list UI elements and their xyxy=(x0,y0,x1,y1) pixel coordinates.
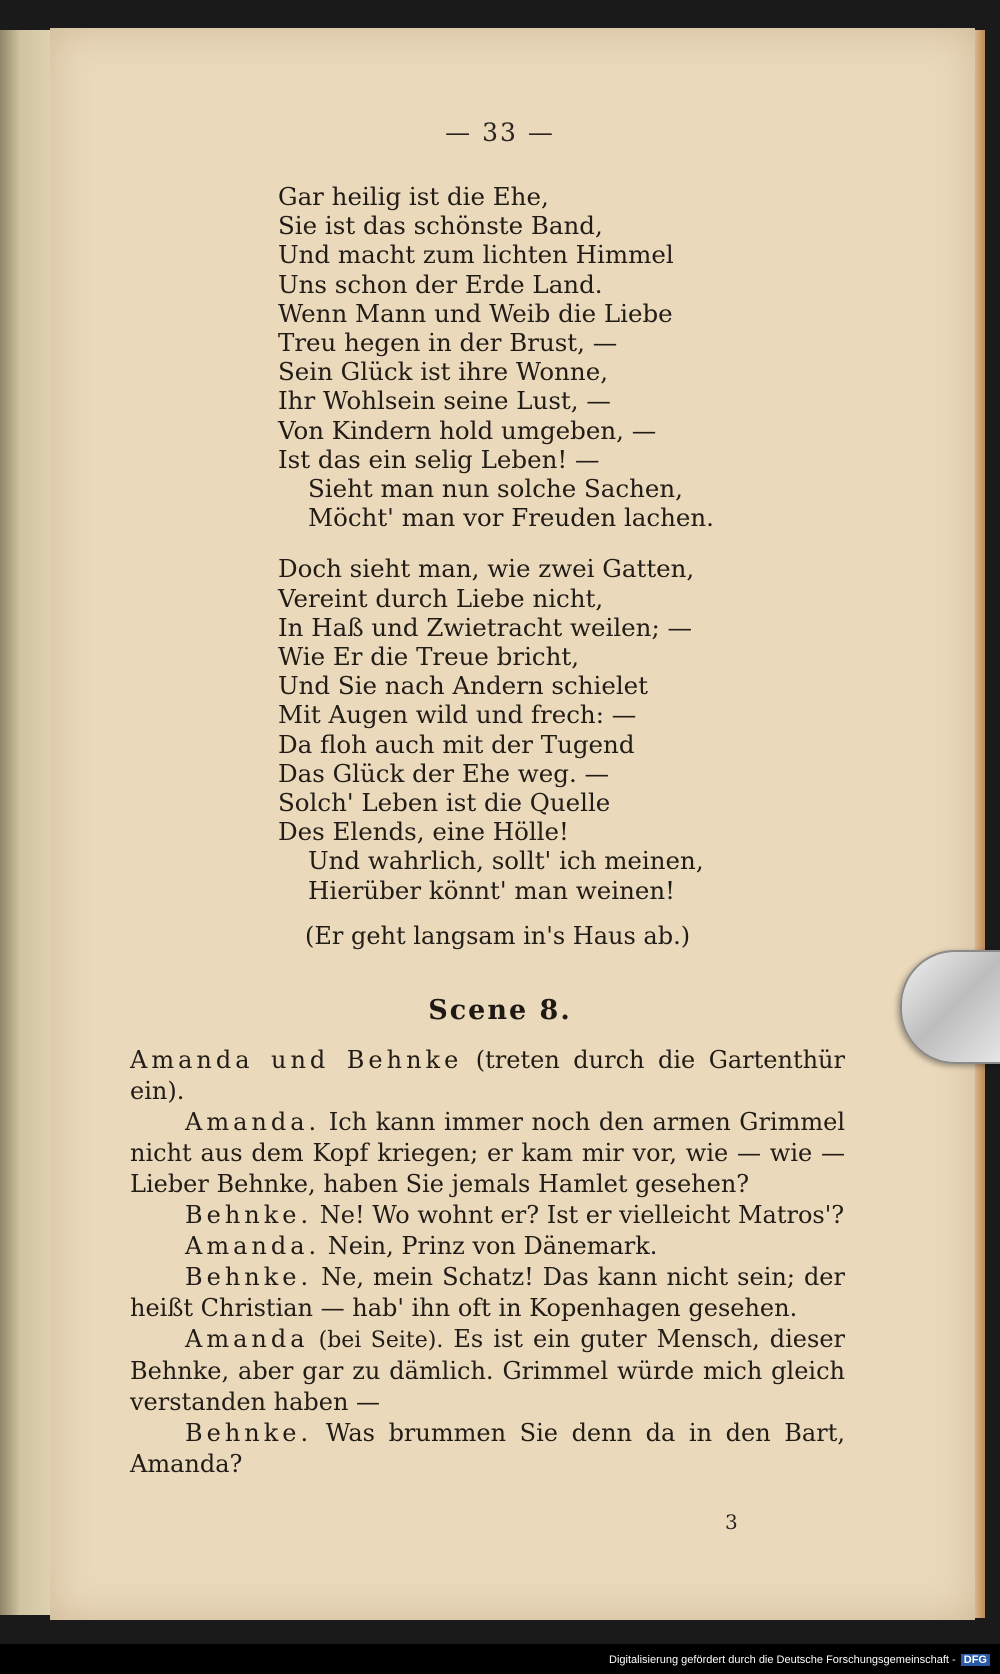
right-page-edge xyxy=(975,30,985,1618)
speech-text: Ne, mein Schatz! Das kann nicht sein; der heißt Christian — hab' ihn oft in Kopenhagen gesehen. xyxy=(130,1263,845,1322)
dialogue-block xyxy=(130,1045,845,1480)
footer-credit-text: Digitalisierung gefördert durch die Deutsche Forschungsgemeinschaft - xyxy=(609,1654,956,1666)
signature-mark: 3 xyxy=(725,1510,738,1534)
verse-line: Da floh auch mit der Tugend xyxy=(278,729,635,759)
verse-line: Wie Er die Treue bricht, xyxy=(278,642,580,672)
verse-line: Ist das ein selig Leben! — xyxy=(278,444,600,474)
verse-line: Wenn Mann und Weib die Liebe xyxy=(278,298,673,328)
verse-line: Sein Glück ist ihre Wonne, xyxy=(278,357,608,387)
dialogue-line xyxy=(130,1262,845,1324)
verse-line: Uns schon der Erde Land. xyxy=(278,269,603,299)
refrain-line: Und wahrlich, sollt' ich meinen, xyxy=(308,846,704,876)
dialogue-line xyxy=(130,1231,845,1262)
stanza-gap xyxy=(278,532,714,554)
speaker-name: Amanda. xyxy=(185,1232,321,1260)
speaker-name: Amanda xyxy=(185,1325,309,1353)
speaker-name: Behnke. xyxy=(185,1419,313,1447)
verse-line: Doch sieht man, wie zwei Gatten, xyxy=(278,554,695,584)
refrain-line: Möcht' man vor Freuden lachen. xyxy=(308,503,714,533)
speaker-name: Behnke. xyxy=(185,1201,313,1229)
verse-line: Das Glück der Ehe weg. — xyxy=(278,758,610,788)
verse-line: Solch' Leben ist die Quelle xyxy=(278,788,611,818)
verse-line: Und Sie nach Andern schielet xyxy=(278,671,649,701)
dfg-logo: DFG xyxy=(961,1654,990,1666)
speech-text: Ich kann immer noch den armen Grimmel nicht aus dem Kopf kriegen; er kam mir vor, wie — wie — Lieber Behnke, haben Sie jemals Hamlet gesehen? xyxy=(130,1108,845,1198)
left-page-edge xyxy=(0,30,52,1615)
page-number: — 33 — xyxy=(445,118,555,147)
dialogue-line xyxy=(130,1200,845,1231)
scene-heading: Scene 8. xyxy=(428,995,572,1026)
verse-line: Des Elends, eine Hölle! xyxy=(278,817,569,847)
verse-line: Mit Augen wild und frech: — xyxy=(278,700,637,730)
verse-line: In Haß und Zwietracht weilen; — xyxy=(278,612,692,642)
refrain-line: Hierüber könnt' man weinen! xyxy=(308,875,676,905)
footer-credit xyxy=(609,1654,990,1666)
verse-line: Und macht zum lichten Himmel xyxy=(278,240,674,270)
dialogue-line xyxy=(130,1107,845,1200)
verse-block xyxy=(278,182,714,905)
verse-line: Treu hegen in der Brust, — xyxy=(278,328,618,358)
speech-text: Es ist ein guter Mensch, dieser Behnke, aber gar zu dämlich. Grimmel würde mich gleich verstanden haben — xyxy=(130,1325,845,1416)
verse-line: Sie ist das schönste Band, xyxy=(278,211,603,241)
speaker-name: Amanda. xyxy=(185,1108,321,1136)
verse-line: Gar heilig ist die Ehe, xyxy=(278,182,549,211)
verse-line: Von Kindern hold umgeben, — xyxy=(278,415,657,445)
entrance-direction: (treten durch die Gartenthür ein). xyxy=(130,1046,845,1105)
refrain-line: Sieht man nun solche Sachen, xyxy=(308,474,683,504)
verse-line: Ihr Wohlsein seine Lust, — xyxy=(278,386,611,416)
dialogue-line xyxy=(130,1418,845,1480)
stage-direction-exit: (Er geht langsam in's Haus ab.) xyxy=(305,922,691,950)
entrance-names: Amanda und Behnke xyxy=(130,1046,463,1074)
aside-direction: (bei Seite). xyxy=(318,1328,444,1353)
speech-text: Ne! Wo wohnt er? Ist er vielleicht Matros'? xyxy=(319,1201,845,1229)
speech-text: Nein, Prinz von Dänemark. xyxy=(327,1232,658,1260)
dialogue-line xyxy=(130,1324,845,1418)
speaker-name: Behnke. xyxy=(185,1263,313,1291)
entrance-line xyxy=(130,1045,845,1107)
speech-text: Was brummen Sie denn da in den Bart, Amanda? xyxy=(130,1419,845,1478)
verse-line: Vereint durch Liebe nicht, xyxy=(278,583,604,613)
paper-clip xyxy=(900,950,1000,1064)
